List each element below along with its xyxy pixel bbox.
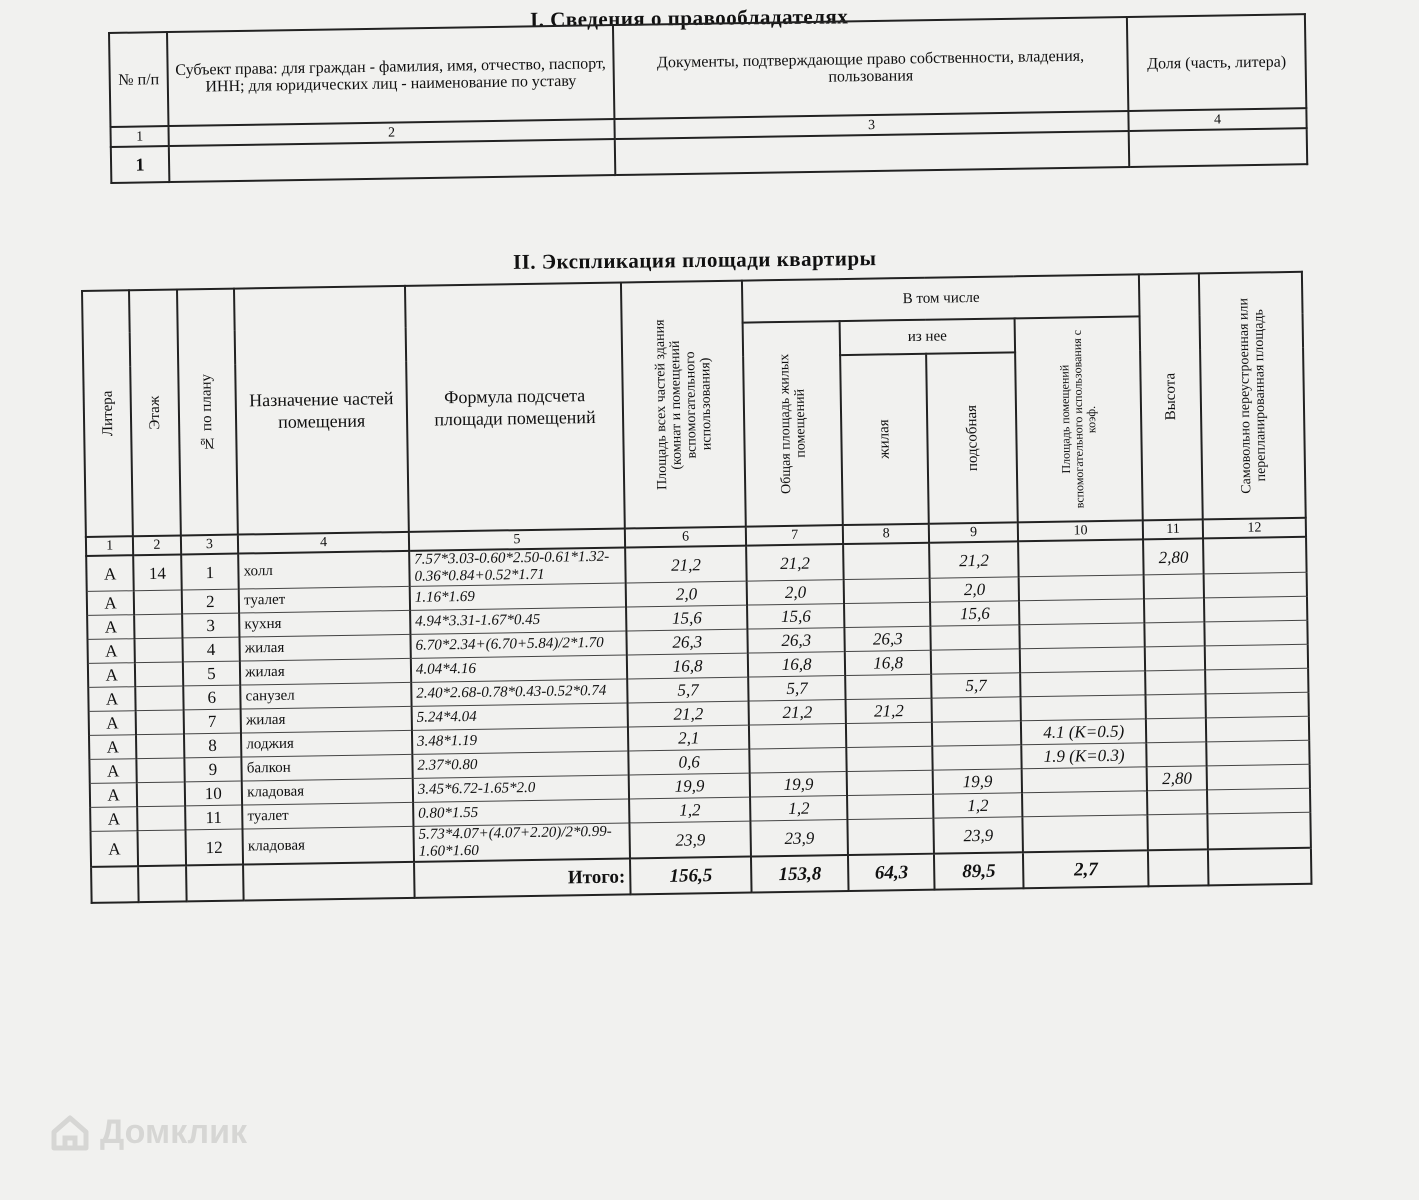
header-litera-text: Литера	[99, 390, 116, 437]
owners-cell-no: 1	[111, 146, 170, 183]
total-living-total: 153,8	[751, 855, 848, 893]
cell-living	[844, 602, 931, 627]
cell-no: 9	[184, 757, 242, 782]
cell-area: 21,2	[628, 701, 750, 727]
cell-name: жилая	[240, 634, 411, 661]
cell-no: 5	[182, 661, 240, 686]
cell-area: 15,6	[626, 605, 748, 631]
cell-floor	[138, 830, 186, 866]
cell-name: туалет	[239, 586, 410, 613]
cell-living	[847, 818, 934, 855]
header-self-built	[1199, 272, 1306, 520]
house-logo-icon	[48, 1110, 92, 1154]
header-self-built-text: Самовольно переустроенная или перепланированная площадь	[1235, 297, 1269, 494]
cell-no: 6	[183, 685, 241, 710]
total-coef: 2,7	[1023, 850, 1149, 888]
cell-self	[1207, 764, 1310, 790]
cell-coef: 1.9 (K=0.3)	[1021, 743, 1147, 769]
total-aux: 89,5	[934, 852, 1023, 889]
cell-formula: 0.80*1.55	[413, 799, 629, 826]
cell-living	[845, 674, 932, 699]
cell-height	[1146, 670, 1206, 695]
cell-coef: 4.1 (K=0.5)	[1021, 719, 1147, 745]
cell-floor	[137, 782, 185, 807]
cell-floor	[137, 758, 185, 783]
cell-name: кладовая	[243, 826, 414, 864]
header-living-total-text: Общая площадь жилых помещений	[776, 353, 809, 495]
header-of-which: из нее	[840, 318, 1015, 355]
cell-floor	[136, 686, 184, 711]
cell-aux: 1,2	[933, 793, 1022, 818]
cell-litera: А	[87, 615, 135, 640]
cell-total-living: 16,8	[748, 652, 845, 678]
explication-colnum: 7	[746, 525, 843, 546]
cell-living	[843, 543, 930, 580]
cell-self	[1206, 716, 1309, 742]
explication-colnum: 12	[1203, 518, 1306, 539]
cell-self	[1204, 620, 1307, 646]
cell-area: 2,0	[626, 581, 748, 607]
cell-living	[846, 746, 933, 771]
header-purpose: Назначение частей помещения	[234, 286, 409, 535]
owners-colnum: 4	[1128, 108, 1306, 131]
owners-table	[108, 13, 1308, 184]
cell-self	[1203, 537, 1306, 574]
header-in-total: В том числе	[742, 274, 1140, 322]
cell-height	[1147, 790, 1207, 815]
cell-no: 2	[181, 589, 239, 614]
owners-cell-share	[1129, 128, 1308, 167]
total-empty	[138, 865, 186, 902]
cell-aux: 23,9	[934, 817, 1023, 854]
cell-floor	[135, 662, 183, 687]
explication-colnum: 3	[180, 535, 238, 555]
cell-total-living: 5,7	[749, 676, 846, 702]
cell-name: лоджия	[241, 730, 412, 757]
explication-colnum: 4	[238, 532, 409, 554]
cell-area: 26,3	[626, 629, 748, 655]
cell-coef	[1019, 623, 1145, 649]
cell-name: туалет	[242, 802, 413, 829]
section1-title: I. Сведения о правообладателях	[529, 4, 849, 32]
cell-name: жилая	[240, 658, 411, 685]
cell-area: 21,2	[625, 546, 747, 583]
cell-living	[847, 770, 934, 795]
explication-colnum: 11	[1143, 519, 1203, 539]
cell-aux	[931, 625, 1020, 650]
header-living	[840, 354, 929, 525]
header-area-all	[621, 281, 746, 529]
cell-area: 19,9	[629, 773, 751, 799]
cell-area: 23,9	[629, 821, 751, 858]
cell-coef	[1019, 575, 1145, 601]
cell-no: 3	[182, 613, 240, 638]
explication-colnum: 5	[409, 528, 625, 550]
cell-coef	[1022, 791, 1148, 817]
cell-name: балкон	[242, 754, 413, 781]
cell-total-living: 15,6	[747, 604, 844, 630]
header-area-all-text: Площадь всех частей здания (комнат и помещений вспомогательного использования)	[652, 319, 715, 491]
cell-no: 7	[183, 709, 241, 734]
owners-cell-documents	[615, 131, 1130, 175]
cell-litera: А	[86, 555, 134, 591]
header-litera	[82, 290, 133, 537]
cell-self	[1206, 740, 1309, 766]
cell-floor	[134, 590, 182, 615]
cell-self	[1205, 668, 1308, 694]
cell-self	[1204, 596, 1307, 622]
header-height-text: Высота	[1162, 373, 1180, 421]
cell-coef	[1018, 539, 1144, 576]
cell-formula: 4.04*4.16	[411, 655, 627, 682]
cell-litera: А	[91, 831, 139, 867]
cell-litera: А	[90, 783, 138, 808]
cell-living	[844, 578, 931, 603]
cell-area: 1,2	[629, 797, 751, 823]
cell-height	[1144, 598, 1204, 623]
owners-header-documents: Документы, подтверждающие право собственности, владения, пользования	[613, 17, 1128, 119]
cell-area: 16,8	[627, 653, 749, 679]
cell-area: 2,1	[628, 725, 750, 751]
explication-colnum: 10	[1018, 520, 1144, 541]
cell-formula: 1.16*1.69	[410, 583, 626, 610]
cell-total-living: 23,9	[751, 820, 848, 857]
cell-coef	[1020, 671, 1146, 697]
explication-colnum: 1	[86, 536, 134, 556]
cell-floor	[134, 614, 182, 639]
cell-aux	[931, 649, 1020, 674]
cell-aux	[933, 745, 1022, 770]
explication-table	[81, 271, 1312, 904]
cell-litera: А	[89, 711, 137, 736]
cell-floor	[136, 710, 184, 735]
header-formula: Формула подсчета площади помещений	[405, 283, 625, 532]
cell-total-living: 19,9	[750, 772, 847, 798]
cell-living: 16,8	[845, 650, 932, 675]
cell-no: 4	[182, 637, 240, 662]
cell-name: кухня	[239, 610, 410, 637]
cell-formula: 3.48*1.19	[412, 727, 628, 754]
total-empty	[1208, 848, 1311, 886]
owners-header-share: Доля (часть, литера)	[1127, 14, 1306, 111]
cell-formula: 5.24*4.04	[412, 703, 628, 730]
cell-no: 12	[185, 829, 243, 865]
header-aux-text: подсобная	[963, 404, 981, 472]
cell-litera: А	[88, 663, 136, 688]
header-floor	[129, 289, 180, 536]
cell-litera: А	[90, 807, 138, 832]
cell-formula: 6.70*2.34+(6.70+5.84)/2*1.70	[410, 631, 626, 658]
cell-litera: А	[88, 687, 136, 712]
cell-total-living: 1,2	[750, 796, 847, 822]
cell-coef	[1022, 815, 1148, 852]
owners-colnum: 1	[110, 126, 168, 147]
cell-aux: 5,7	[932, 673, 1021, 698]
cell-no: 11	[185, 805, 243, 830]
total-living: 64,3	[848, 854, 935, 891]
header-aux	[927, 352, 1018, 523]
cell-aux	[932, 721, 1021, 746]
explication-colnum: 2	[133, 535, 181, 555]
cell-living: 21,2	[846, 698, 933, 723]
cell-litera: А	[87, 591, 135, 616]
cell-formula: 2.40*2.68-0.78*0.43-0.52*0.74	[411, 679, 627, 706]
cell-name: холл	[238, 551, 409, 589]
header-aux-coef-text: Площадь помещений вспомогательного использования с коэф.	[1057, 330, 1099, 509]
cell-name: санузел	[240, 682, 411, 709]
cell-coef	[1022, 767, 1148, 793]
cell-total-living: 21,2	[746, 544, 843, 581]
owners-header-subject: Субъект права: для граждан - фамилия, имя, отчество, паспорт, ИНН; для юридических лиц - наименование по уставу	[167, 25, 614, 126]
cell-aux: 21,2	[930, 541, 1019, 578]
watermark	[48, 1110, 247, 1154]
cell-self	[1207, 812, 1310, 849]
cell-floor	[137, 806, 185, 831]
section2-title: II. Экспликация площади квартиры	[512, 246, 877, 274]
cell-floor	[136, 734, 184, 759]
watermark-text: Домклик	[100, 1112, 248, 1151]
header-plan-no-text: № по плану	[198, 373, 216, 451]
cell-floor	[135, 638, 183, 663]
cell-name: жилая	[241, 706, 412, 733]
cell-aux: 15,6	[930, 601, 1019, 626]
total-empty	[1148, 849, 1208, 886]
cell-self	[1204, 572, 1307, 598]
explication-colnum: 8	[843, 524, 930, 544]
cell-height	[1146, 718, 1206, 743]
cell-litera: А	[89, 735, 137, 760]
cell-formula: 4.94*3.31-1.67*0.45	[410, 607, 626, 634]
cell-total-living: 26,3	[748, 628, 845, 654]
owners-cell-subject	[169, 139, 616, 182]
explication-colnum: 9	[929, 522, 1018, 542]
cell-litera: А	[89, 759, 137, 784]
cell-no: 10	[184, 781, 242, 806]
cell-total-living	[749, 724, 846, 750]
cell-coef	[1019, 599, 1145, 625]
cell-name: кладовая	[242, 778, 413, 805]
cell-coef	[1020, 695, 1146, 721]
cell-self	[1206, 692, 1309, 718]
cell-height	[1145, 646, 1205, 671]
cell-aux	[932, 697, 1021, 722]
header-living-text: жилая	[876, 419, 894, 460]
owners-colnum: 3	[614, 111, 1128, 139]
cell-no: 8	[184, 733, 242, 758]
cell-height	[1146, 694, 1206, 719]
total-label: Итого:	[414, 858, 631, 897]
cell-aux: 19,9	[933, 769, 1022, 794]
header-height	[1139, 273, 1203, 520]
cell-area: 5,7	[627, 677, 749, 703]
cell-total-living	[750, 748, 847, 774]
cell-living: 26,3	[844, 626, 931, 651]
cell-living	[847, 794, 934, 819]
cell-height	[1144, 574, 1204, 599]
header-floor-text: Этаж	[146, 395, 164, 430]
owners-colnum: 2	[168, 119, 614, 146]
cell-self	[1207, 788, 1310, 814]
total-empty	[243, 862, 414, 901]
owners-header-no: № п/п	[109, 32, 168, 127]
cell-no: 1	[181, 554, 239, 590]
cell-height	[1148, 814, 1208, 850]
cell-height	[1145, 622, 1205, 647]
cell-formula: 3.45*6.72-1.65*2.0	[413, 775, 629, 802]
cell-height	[1147, 742, 1207, 767]
header-plan-no	[177, 289, 238, 536]
explication-colnum: 6	[625, 527, 747, 548]
total-empty	[186, 865, 244, 902]
cell-litera: А	[87, 639, 135, 664]
cell-total-living: 2,0	[747, 580, 844, 606]
cell-coef	[1020, 647, 1146, 673]
cell-aux: 2,0	[930, 577, 1019, 602]
total-empty	[91, 866, 139, 903]
cell-height: 2,80	[1147, 766, 1207, 791]
cell-total-living: 21,2	[749, 700, 846, 726]
cell-formula: 7.57*3.03-0.60*2.50-0.61*1.32-0.36*0.84+0.52*1.71	[409, 547, 626, 586]
cell-self	[1205, 644, 1308, 670]
cell-height: 2,80	[1143, 538, 1203, 574]
cell-area: 0,6	[628, 749, 750, 775]
cell-floor: 14	[133, 554, 181, 590]
total-area: 156,5	[630, 857, 752, 895]
header-aux-coef	[1014, 316, 1143, 522]
cell-formula: 2.37*0.80	[412, 751, 628, 778]
explication-rows	[86, 537, 1311, 867]
cell-living	[846, 722, 933, 747]
cell-formula: 5.73*4.07+(4.07+2.20)/2*0.99-1.60*1.60	[413, 823, 630, 862]
header-living-total	[743, 321, 843, 526]
